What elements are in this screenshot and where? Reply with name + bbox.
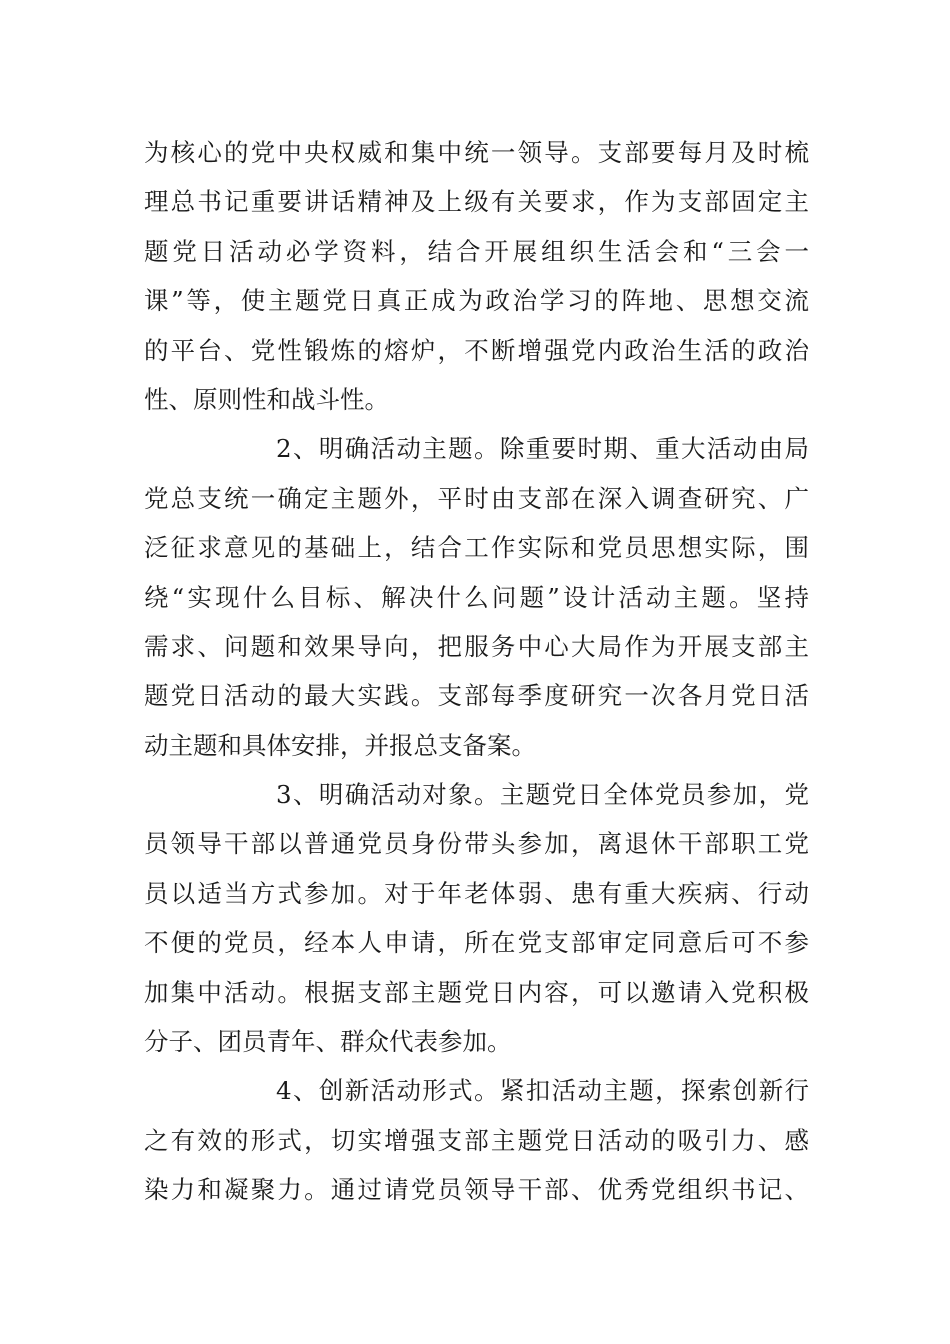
text-line: 理总书记重要讲话精神及上级有关要求，作为支部固定主 (144, 187, 809, 217)
section-heading-line: 4、创新活动形式。紧扣活动主题，探索创新行 (276, 1076, 809, 1106)
text-line: 题党日活动必学资料，结合开展组织生活会和“三会一 (144, 236, 809, 266)
text-line: 加集中活动。根据支部主题党日内容，可以邀请入党积极 (144, 977, 809, 1007)
text-line: 需求、问题和效果导向，把服务中心大局作为开展支部主 (144, 631, 809, 661)
section-heading-line: 2、明确活动主题。除重要时期、重大活动由局 (276, 434, 809, 464)
text-line: 之有效的形式，切实增强支部主题党日活动的吸引力、感 (144, 1125, 809, 1155)
text-line: 染力和凝聚力。通过请党员领导干部、优秀党组织书记、 (144, 1175, 809, 1205)
text-line: 分子、团员青年、群众代表参加。 (144, 1027, 512, 1057)
text-line: 绕“实现什么目标、解决什么问题”设计活动主题。坚持 (144, 582, 809, 612)
text-line: 泛征求意见的基础上，结合工作实际和党员思想实际，围 (144, 533, 809, 563)
text-line: 为核心的党中央权威和集中统一领导。支部要每月及时梳 (144, 138, 809, 167)
text-line: 的平台、党性锻炼的熔炉，不断增强党内政治生活的政治 (144, 335, 809, 365)
text-line: 员以适当方式参加。对于年老体弱、患有重大疾病、行动 (144, 878, 809, 908)
document-body (144, 128, 809, 1215)
section-heading-line: 3、明确活动对象。主题党日全体党员参加，党 (276, 780, 809, 810)
text-line: 题党日活动的最大实践。支部每季度研究一次各月党日活 (144, 681, 809, 711)
text-line: 动主题和具体安排，并报总支备案。 (144, 730, 536, 760)
text-line: 员领导干部以普通党员身份带头参加，离退休干部职工党 (144, 829, 809, 859)
text-line: 不便的党员，经本人申请，所在党支部审定同意后可不参 (144, 928, 809, 958)
text-line: 党总支统一确定主题外，平时由支部在深入调查研究、广 (144, 483, 809, 513)
text-line: 课”等，使主题党日真正成为政治学习的阵地、思想交流 (144, 286, 809, 316)
text-line: 性、原则性和战斗性。 (144, 384, 389, 414)
